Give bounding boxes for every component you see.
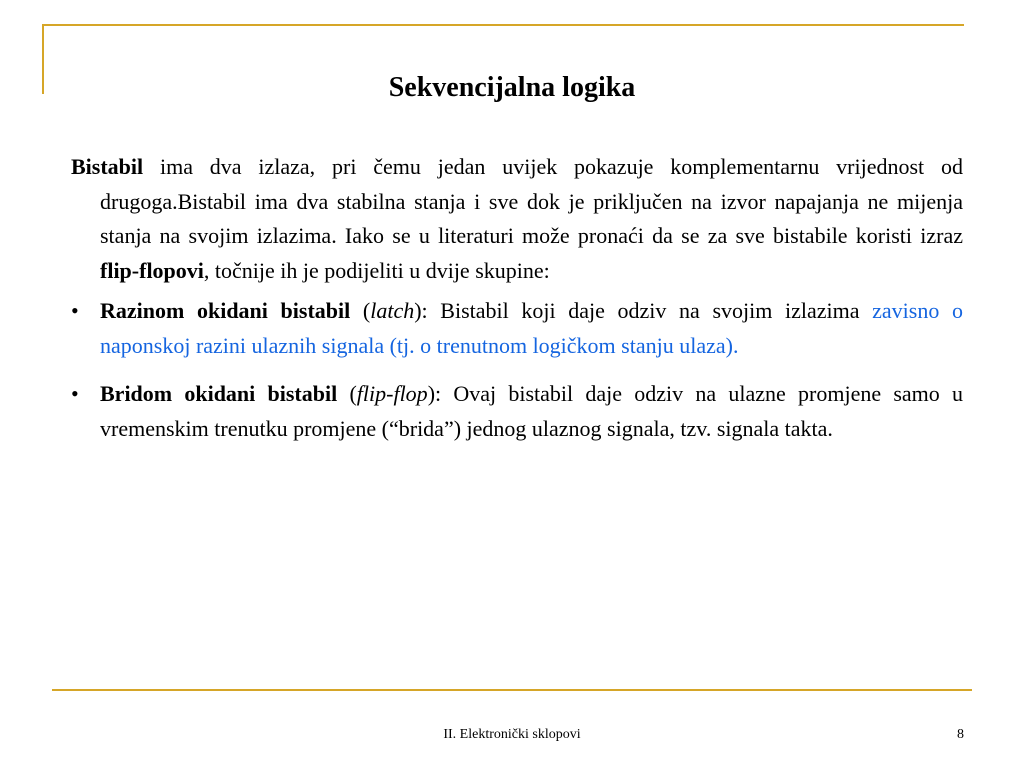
slide-title: Sekvencijalna logika (388, 72, 636, 103)
bullet-highlight-text: zavisno o naponskoj razini ulaznih signala (tj. o trenutnom logičkom stanju ulaza). (100, 298, 964, 358)
bullet-text: ): Bistabil koji daje odziv na svojim izlazima (414, 298, 873, 323)
bullet-italic-term: flip-flop (356, 381, 428, 406)
bullet-term: Razinom okidani bistabil (100, 298, 351, 323)
bullet-open-paren: ( (350, 298, 371, 323)
intro-term2: flip-flopovi (100, 257, 204, 283)
slide-content (71, 150, 963, 460)
bullet-symbol: • (71, 298, 79, 323)
footer-line (52, 689, 972, 691)
intro-text-before: ima dva izlaza, pri čemu jedan uvijek pokazuje komplementarnu vrijednost od drugoga.Bistabil ima dva stabilna stanja i sve dok je priključen na izvor napajanja ne mijenja stanja na svojim izlazima. Iako se u literaturi može pronaći da se za sve bistabile koristi izraz (100, 154, 963, 248)
intro-paragraph (71, 150, 963, 288)
bullet-text: ): Ovaj bistabil daje odziv na ulazne promjene samo u vremenskim trenutku promjene (“brida”) jednog ulaznog signala, tzv. signala takta. (100, 381, 964, 441)
bullet-latch (71, 294, 963, 363)
intro-term: Bistabil (71, 154, 144, 179)
intro-text-after: , točnije ih je podijeliti u dvije skupine: (203, 257, 550, 283)
bullet-open-paren: ( (337, 381, 357, 406)
frame-top-line (42, 24, 964, 26)
bullet-flip-flop (71, 377, 963, 446)
page-number: 8 (957, 727, 964, 742)
bullet-italic-term: latch (370, 298, 415, 323)
bullet-term: Bridom okidani bistabil (100, 381, 338, 406)
footer-text: II. Elektronički sklopovi (443, 727, 581, 742)
bullet-symbol: • (71, 381, 79, 406)
